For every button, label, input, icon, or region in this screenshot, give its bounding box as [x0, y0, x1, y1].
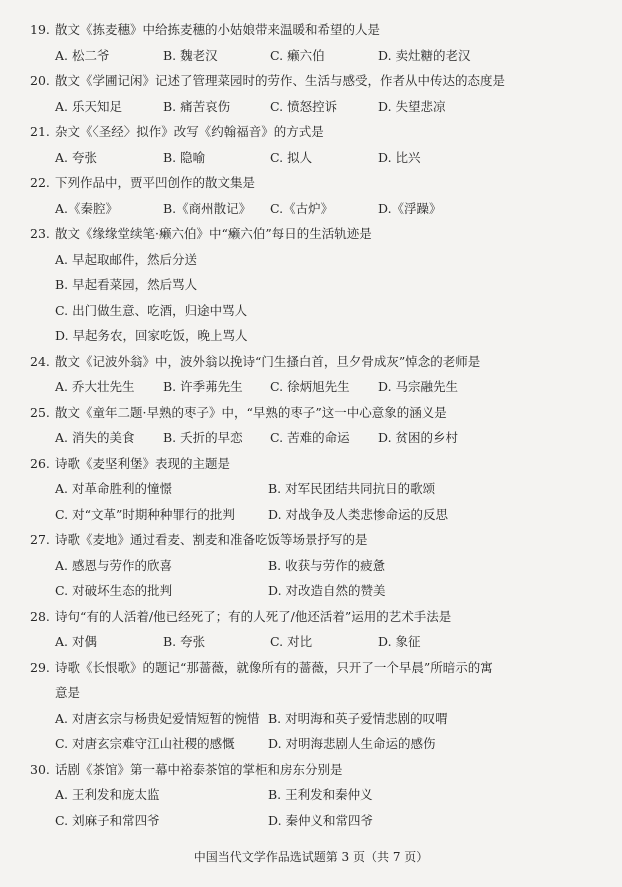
question-text: 诗歌《麦坚利堡》表现的主题是 [55, 455, 231, 471]
option-d[interactable]: D. 失望悲凉 [378, 98, 446, 114]
option-d[interactable]: D. 卖灶糖的老汉 [378, 47, 471, 63]
page-footer: 中国当代文学作品选试题第 3 页（共 7 页） [193, 850, 429, 864]
option-d[interactable]: D. 贫困的乡村 [378, 430, 459, 445]
question-number: 28. [30, 608, 50, 624]
question-text: 散文《拣麦穗》中给拣麦穗的小姑娘带来温暖和希望的人是 [55, 22, 381, 37]
question-text: 话剧《茶馆》第一幕中裕泰茶馆的掌柜和房东分别是 [55, 761, 343, 777]
question-text: 诗歌《长恨歌》的题记“那蔷薇，就像所有的蔷薇，只开了一个早晨”所暗示的寓 [55, 659, 493, 675]
option-b[interactable]: B. 对军民团结共同抗日的歌颂 [268, 481, 436, 496]
option-c[interactable]: C.《古炉》 [270, 200, 334, 216]
option-a[interactable]: A. 对偶 [55, 634, 97, 649]
option-a[interactable]: A. 乐天知足 [55, 98, 122, 114]
option-a[interactable]: A. 夸张 [55, 149, 97, 165]
option-d[interactable]: D. 象征 [378, 634, 421, 649]
option-b[interactable]: B. 许季茀先生 [163, 379, 243, 394]
option-b[interactable]: B. 夸张 [163, 634, 206, 649]
option-c[interactable]: C. 对破坏生态的批判 [55, 583, 173, 598]
question-text: 散文《学圃记闲》记述了管理菜园时的劳作、生活与感受，作者从中传达的态度是 [55, 73, 506, 88]
option-a[interactable]: A. 对革命胜利的憧憬 [55, 481, 172, 496]
option-c[interactable]: C. 癞六伯 [270, 47, 325, 63]
question-text: 散文《童年二题·早熟的枣子》中，“早熟的枣子”这一中心意象的涵义是 [55, 404, 447, 420]
question-text: 意是 [55, 685, 81, 700]
option-c[interactable]: C. 愤怒控诉 [270, 98, 338, 114]
option-d[interactable]: D. 比兴 [378, 149, 421, 165]
question-text: 诗歌《麦地》通过看麦、割麦和准备吃饭等场景抒写的是 [55, 532, 368, 547]
question-text: 杂文《〈圣经〉拟作》改写《约翰福音》的方式是 [55, 124, 324, 139]
question-number: 30. [30, 761, 50, 777]
question-number: 20. [30, 73, 50, 88]
option-b[interactable]: B. 夭折的早恋 [163, 430, 243, 445]
option-d[interactable]: D. 对战争及人类悲惨命运的反思 [268, 506, 449, 522]
option-b[interactable]: B. 痛苦哀伤 [163, 98, 231, 114]
question-number: 22. [30, 175, 50, 190]
option-d[interactable]: D. 对改造自然的赞美 [268, 583, 386, 598]
question-text: 散文《记波外翁》中，波外翁以挽诗“门生搔白首，旦夕骨成灰”悼念的老师是 [55, 353, 481, 369]
option-b[interactable]: B. 隐喻 [163, 149, 206, 165]
option-c[interactable]: C. 刘麻子和常四爷 [55, 812, 160, 828]
option-d[interactable]: D. 马宗融先生 [378, 379, 459, 394]
question-number: 25. [30, 404, 50, 420]
question-number: 21. [30, 124, 50, 139]
option-a[interactable]: A.《秦腔》 [55, 200, 119, 216]
question-number: 23. [30, 226, 50, 241]
question-text: 诗句“有的人活着/他已经死了；有的人死了/他还活着”运用的艺术手法是 [55, 608, 452, 624]
question-number: 29. [30, 659, 50, 675]
option-c[interactable]: C. 对唐玄宗难守江山社稷的感慨 [55, 736, 235, 751]
option-c[interactable]: C. 出门做生意、吃酒，归途中骂人 [55, 302, 248, 318]
option-d[interactable]: D. 对明海悲剧人生命运的感伤 [268, 736, 436, 751]
option-b[interactable]: B. 王利发和秦仲义 [268, 787, 373, 802]
option-a[interactable]: A. 早起取邮件，然后分送 [55, 251, 197, 267]
option-a[interactable]: A. 感恩与劳作的欣喜 [55, 557, 172, 573]
option-b[interactable]: B. 对明海和英子爱情悲剧的叹喟 [268, 710, 448, 726]
option-c[interactable]: C. 对“文革”时期种种罪行的批判 [55, 506, 235, 522]
question-number: 19. [30, 22, 50, 37]
option-b[interactable]: B. 早起看菜园，然后骂人 [55, 277, 198, 292]
option-b[interactable]: B.《商州散记》 [163, 200, 252, 216]
option-d[interactable]: D. 秦仲义和常四爷 [268, 812, 374, 828]
option-b[interactable]: B. 收获与劳作的疲惫 [268, 557, 386, 573]
option-d[interactable]: D.《浮躁》 [378, 200, 442, 216]
option-a[interactable]: A. 王利发和庞太监 [55, 787, 160, 802]
option-c[interactable]: C. 对比 [270, 634, 313, 649]
question-number: 26. [30, 455, 50, 471]
option-a[interactable]: A. 松二爷 [55, 47, 110, 63]
option-c[interactable]: C. 拟人 [270, 149, 313, 165]
question-number: 24. [30, 353, 50, 369]
option-a[interactable]: A. 对唐玄宗与杨贵妃爱情短暂的惋惜 [55, 710, 260, 726]
option-d[interactable]: D. 早起务农，回家吃饭，晚上骂人 [55, 328, 248, 343]
question-number: 27. [30, 532, 50, 547]
option-a[interactable]: A. 消失的美食 [55, 430, 135, 445]
question-text: 下列作品中，贾平凹创作的散文集是 [55, 175, 256, 190]
option-a[interactable]: A. 乔大壮先生 [55, 379, 135, 394]
option-b[interactable]: B. 魏老汉 [163, 47, 218, 63]
option-c[interactable]: C. 苦难的命运 [270, 430, 350, 445]
option-c[interactable]: C. 徐炳旭先生 [270, 379, 350, 394]
question-text: 散文《缘缘堂续笔·癞六伯》中“癞六伯”每日的生活轨迹是 [55, 226, 372, 241]
